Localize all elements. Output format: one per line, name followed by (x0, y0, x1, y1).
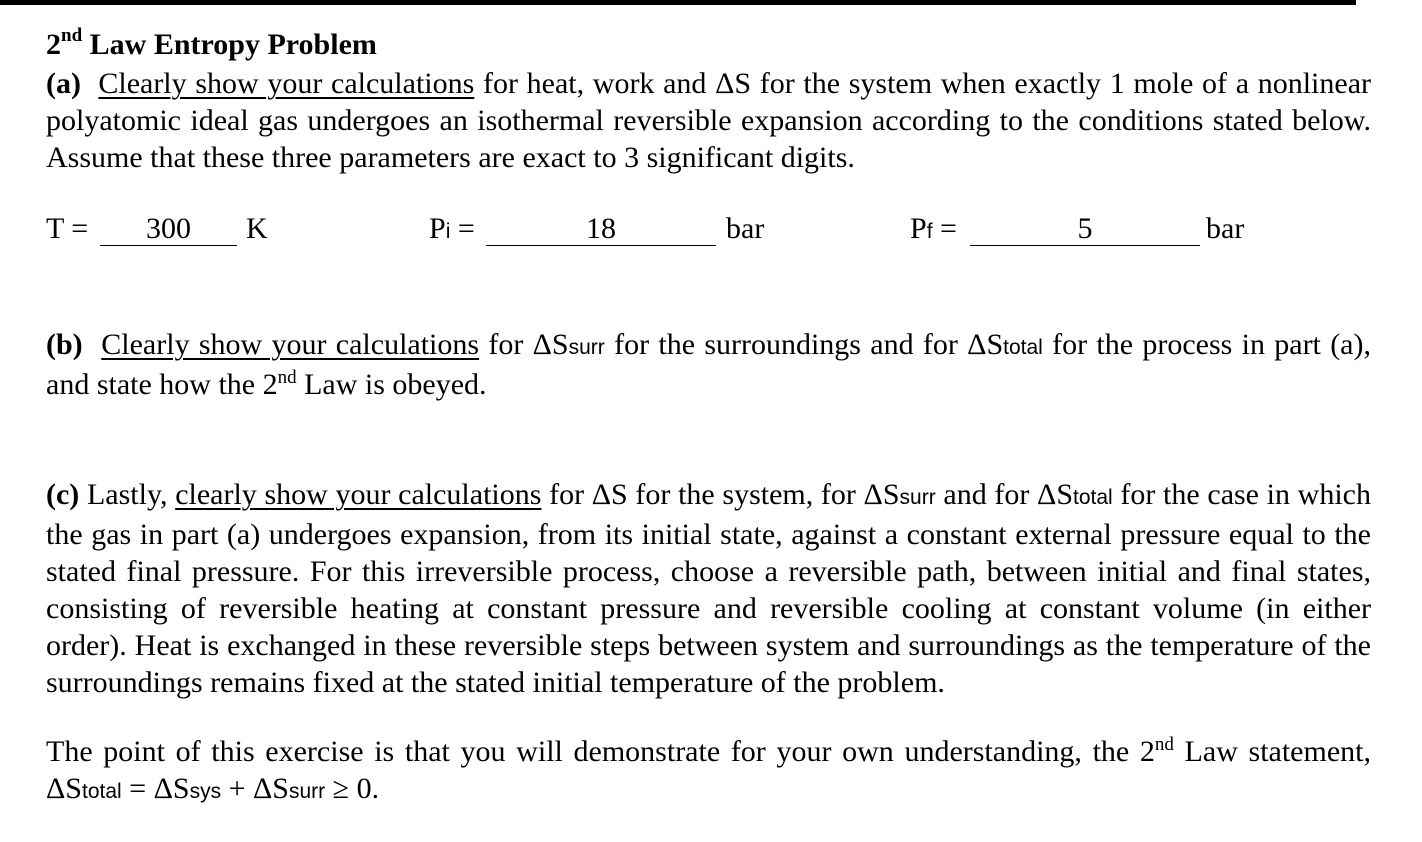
title-text: Law Entropy Problem (82, 28, 377, 61)
conclusion-paragraph (46, 733, 1371, 810)
part-a-text: for heat, work and ΔS for the system when exactly 1 mole of a nonlinear polyatomic ideal gas undergoes an isothermal reversible expansion according to the conditions stated below. Assume that these three parameters are exact to 3 significant digits. (46, 67, 1371, 174)
title-number: 2 (46, 28, 61, 61)
top-rule (0, 0, 1356, 5)
conclusion-text-2: Law statement, (1173, 735, 1371, 768)
part-a-label: (a) (46, 67, 81, 100)
pi-label (429, 211, 475, 250)
eq-sub-total: total (81, 780, 122, 803)
part-c-paragraph (46, 476, 1371, 701)
part-b-text-2: for the surroundings and for ΔS (604, 328, 1004, 361)
page-title (46, 27, 377, 63)
eq-sub-sys: sys (189, 780, 222, 803)
pf-letter: P (910, 212, 927, 245)
pf-unit: bar (1206, 212, 1245, 245)
pi-letter: P (429, 212, 446, 245)
conclusion-text-1: The point of this exercise is that you will demonstrate for your own understanding, the 2 (46, 735, 1155, 768)
pf-subscript: f (926, 220, 933, 243)
part-c-label: (c) (46, 478, 80, 511)
part-b-superscript: nd (277, 367, 297, 388)
t-unit: K (246, 212, 268, 245)
part-b-sub-surr: surr (568, 336, 605, 359)
part-b-text-1: for ΔS (479, 328, 569, 361)
pi-value-blank (486, 211, 716, 246)
part-c-text-0: Lastly, (79, 478, 176, 511)
pi-unit: bar (726, 212, 765, 245)
part-c-instruction: clearly show your calculations (175, 478, 542, 511)
pi-subscript: i (445, 220, 451, 243)
part-c-text-3: for the case in which the gas in part (a) undergoes expansion, from its initial state, against a constant external pressure equal to the stated final pressure. For this irreversible process, choose a reversible path, between initial and final states, consisting of reversible heating at constant pressure and reversible cooling at constant volume (in either order). Heat is exchanged in these reversible steps between system and surroundings as the temperature of the surroundings remains fixed at the stated initial temperature of the problem. (46, 478, 1371, 699)
eq-ge-zero: ≥ 0. (325, 772, 380, 805)
pf-equals: = (932, 212, 957, 245)
part-a-instruction: Clearly show your calculations (98, 67, 475, 100)
part-b-instruction: Clearly show your calculations (101, 328, 480, 361)
part-a-paragraph (46, 65, 1371, 176)
eq-delta-s-1: ΔS (46, 772, 82, 805)
part-c-text-1: for ΔS for the system, for ΔS (541, 478, 900, 511)
part-b-paragraph (46, 326, 1371, 403)
conclusion-superscript: nd (1154, 734, 1174, 755)
eq-delta-s-2: = ΔS (121, 772, 190, 805)
pi-equals: = (450, 212, 475, 245)
part-b-text-4: Law is obeyed. (296, 368, 487, 401)
parameters-row (46, 211, 1386, 251)
t-value-blank (100, 211, 237, 246)
pi-value: 18 (586, 212, 616, 245)
pf-value-blank (970, 211, 1200, 246)
eq-sub-surr: surr (289, 780, 326, 803)
part-b-text-3: for the process in part (a), and state how the 2 (46, 328, 1371, 401)
part-b-sub-total: total (1003, 336, 1043, 359)
eq-delta-s-3: + ΔS (221, 772, 289, 805)
part-c-sub-surr: surr (899, 486, 936, 509)
t-label: T = (46, 212, 89, 245)
pf-value: 5 (1077, 212, 1093, 245)
part-b-label: (b) (46, 328, 83, 361)
t-value: 300 (146, 212, 191, 245)
title-superscript: nd (61, 25, 83, 46)
part-c-text-2: and for ΔS (935, 478, 1074, 511)
part-c-sub-total: total (1073, 486, 1113, 509)
pf-label (910, 211, 957, 250)
